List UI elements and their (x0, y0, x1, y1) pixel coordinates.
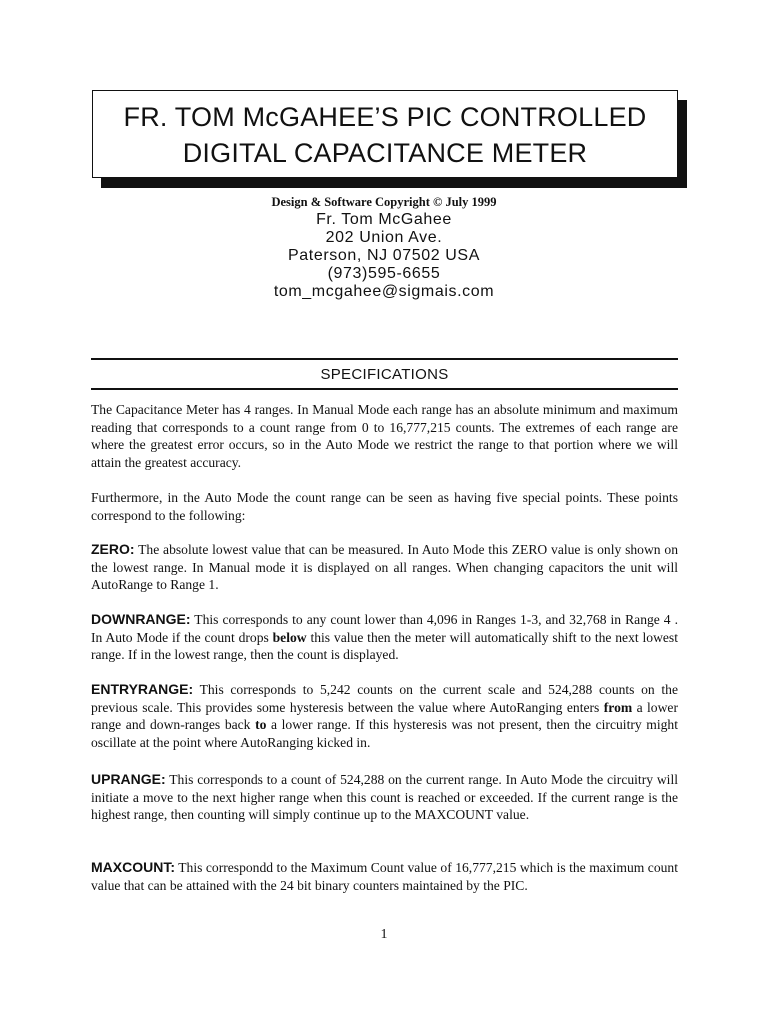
uprange-text: This corresponds to a count of 524,288 on the current range. In Auto Mode the circuitry will initiate a move to the next higher range when this count is reached or exceeded. If the current range is the highest range, then counting will simply continue up to the MAXCOUNT value. (91, 772, 678, 823)
points-paragraph: Furthermore, in the Auto Mode the count range can be seen as having five special points. These points correspond to the following: (91, 490, 678, 523)
title-line-1: FR. TOM McGAHEE’S PIC CONTROLLED (123, 102, 647, 132)
entryrange-text-3: a lower range. If this hysteresis was not present, then the circuitry might oscillate at the point where AutoRanging kicked in. (91, 717, 678, 750)
zero-paragraph (91, 541, 678, 594)
zero-text: The absolute lowest value that can be measured. In Auto Mode this ZERO value is only shown on the lowest range. In Manual mode it is displayed on all ranges. When changing capacitors the unit will AutoRange to Range 1. (91, 542, 678, 593)
copyright-line: Design & Software Copyright © July 1999 (271, 195, 497, 209)
entryrange-paragraph (91, 681, 678, 751)
street-address: 202 Union Ave. (325, 229, 443, 246)
city-address: Paterson, NJ 07502 USA (288, 247, 480, 264)
entryrange-text-2: a lower range and down-ranges back (91, 699, 678, 733)
entryrange-bold-to: to (255, 717, 267, 733)
title-line-2: DIGITAL CAPACITANCE METER (182, 138, 588, 168)
maxcount-paragraph (91, 859, 678, 894)
entryrange-term: ENTRYRANGE: (91, 681, 194, 697)
zero-term: ZERO: (91, 541, 135, 557)
title-box (92, 90, 678, 178)
entryrange-text-1: This corresponds to 5,242 counts on the current scale and 524,288 counts on the previous scale. This provides some hysteresis between the value where AutoRanging enters (91, 682, 678, 715)
maxcount-term: MAXCOUNT: (91, 859, 175, 875)
phone-number: (973)595-6655 (327, 265, 441, 282)
email-address: tom_mcgahee@sigmais.com (273, 283, 495, 300)
downrange-text-2: this value then the meter will automatically shift to the next lowest range. If in the lowest range, then the count is displayed. (91, 629, 678, 663)
downrange-text-1: This corresponds to any count lower than 4,096 in Ranges 1-3, and 32,768 in Range 4 . In Auto Mode if the count drops (91, 612, 678, 645)
author-name: Fr. Tom McGahee (316, 211, 452, 228)
section-rule-bottom (91, 388, 678, 390)
section-title: SPECIFICATIONS (320, 366, 449, 383)
uprange-term: UPRANGE: (91, 771, 166, 787)
downrange-term: DOWNRANGE: (91, 611, 191, 627)
author-header (0, 193, 768, 301)
intro-paragraph: The Capacitance Meter has 4 ranges. In Manual Mode each range has an absolute minimum and maximum reading that corresponds to a count range from 0 to 16,777,215 counts. The extremes of each range are where the greatest error occurs, so in the Auto Mode we restrict the range to that portion where we will attain the greatest accuracy. (91, 402, 678, 470)
maxcount-text: This correspondd to the Maximum Count value of 16,777,215 which is the maximum count value that can be attained with the 24 bit binary counters maintained by the PIC. (91, 860, 678, 893)
downrange-paragraph (91, 611, 678, 664)
page-number: 1 (380, 927, 388, 942)
section-rule-top (91, 358, 678, 360)
entryrange-bold-from: from (603, 699, 633, 715)
downrange-bold-below: below (272, 629, 307, 645)
uprange-paragraph (91, 771, 678, 824)
